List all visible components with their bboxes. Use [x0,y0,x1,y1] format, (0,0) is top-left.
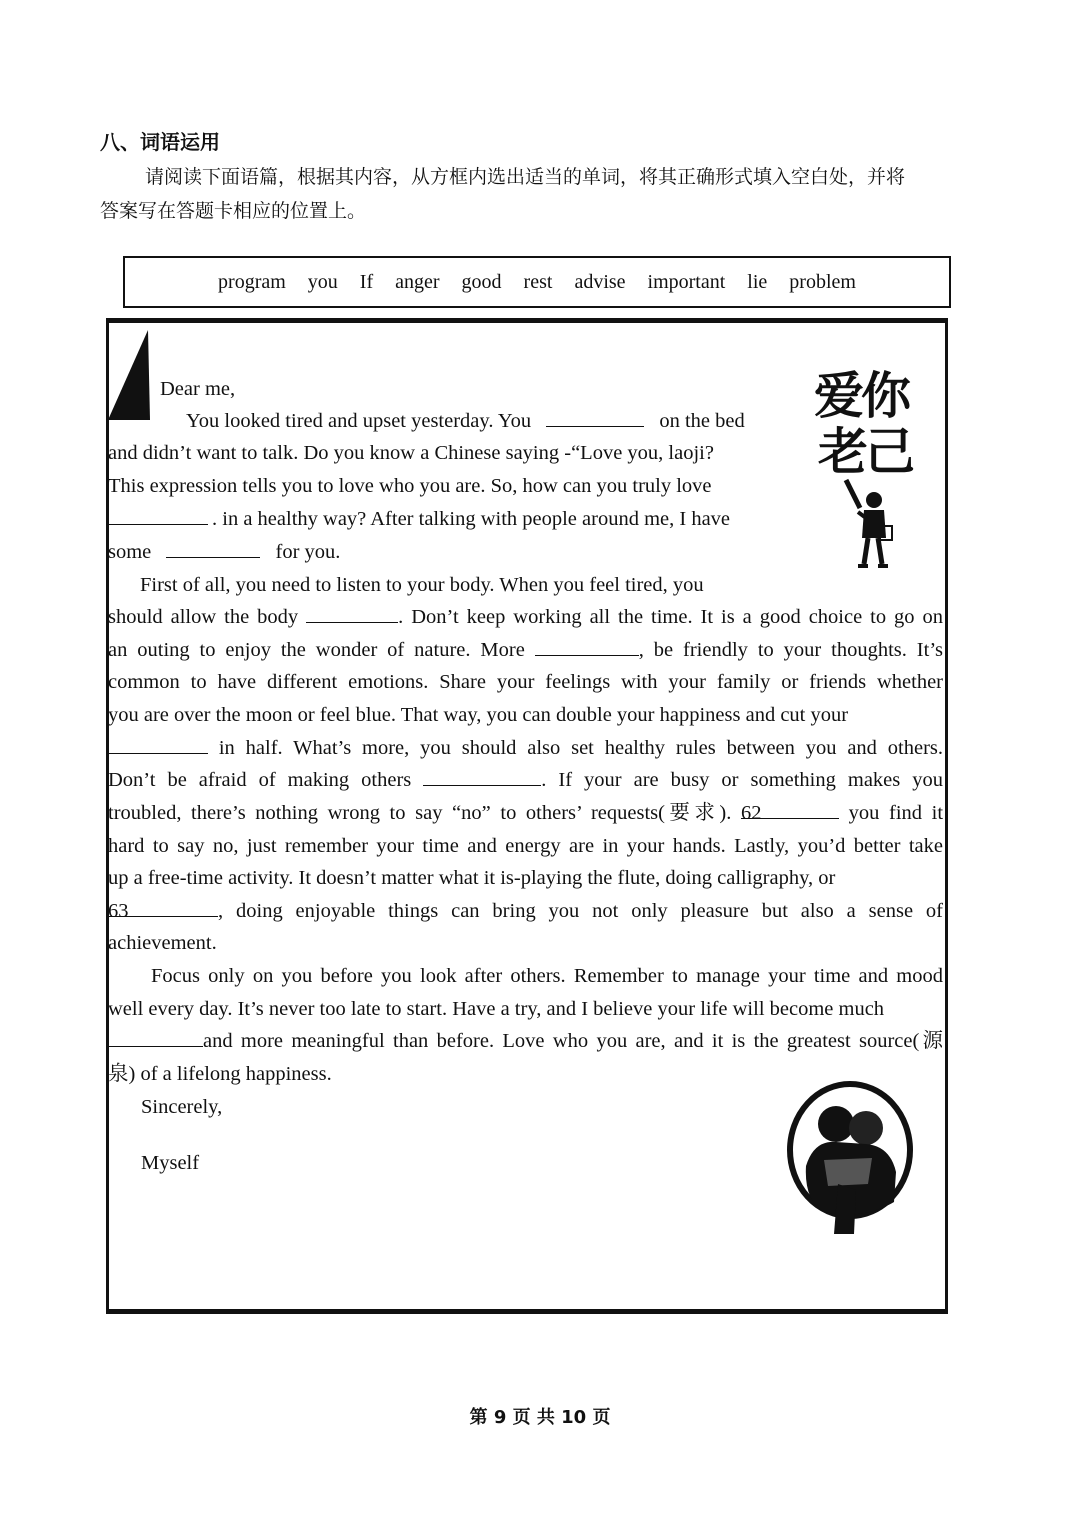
word-option: you [307,270,338,293]
letter-line: hard to say no, just remember your time and energy are in your hands. Lastly, you’d better take [108,835,943,857]
calligraphy-title: 爱你 老己 [814,367,912,481]
word-option: problem [789,270,856,293]
answer-blank[interactable] [535,637,639,656]
word-option: If [359,270,374,293]
letter-closing: Sincerely, [141,1096,223,1118]
answer-blank[interactable] [546,408,644,427]
word-option: program [218,270,286,293]
letter-line: First of all, you need to listen to your body. When you feel tired, you [140,574,704,596]
word-option: important [647,270,726,293]
answer-blank-63[interactable]: 63 [108,898,218,917]
instruction-line-1: 请阅读下面语篇，根据其内容，从方框内选出适当的单词，将其正确形式填入空白处，并将 [145,166,906,188]
page-footer: 第 9 页 共 10 页 [469,1407,611,1428]
triangle-decoration-icon [108,330,152,422]
word-option: anger [395,270,440,293]
word-option: lie [747,270,768,293]
letter-line: an outing to enjoy the wonder of nature. More , be friendly to your thoughts. It’s [108,639,943,661]
letter-line: and didn’t want to talk. Do you know a Chinese saying -“Love you, laoji? [108,442,714,464]
hug-illustration [784,1080,916,1236]
answer-blank[interactable] [108,735,208,754]
letter-line: 63 , doing enjoyable things can bring you not only pleasure but also a sense of [108,900,943,922]
answer-blank[interactable] [306,604,398,623]
word-option: advise [574,270,626,293]
painter-figure-illustration [840,478,900,570]
letter-line: You looked tired and upset yesterday. You on the bed [186,410,745,432]
letter-line: Don’t be afraid of making others . If your are busy or something makes you [108,769,943,791]
letter-line: should allow the body . Don’t keep working all the time. It is a good choice to go on [108,606,944,628]
word-box [123,256,951,308]
letter-line: Focus only on you before you look after others. Remember to manage your time and mood [151,965,943,987]
letter-line: troubled, there’s nothing wrong to say “no” to others’ requests(要求). 62 you find it [108,802,944,824]
instruction-line-2: 答案写在答题卡相应的位置上。 [100,200,367,222]
letter-line: some for you. [108,541,341,563]
word-option: good [461,270,502,293]
letter-line: well every day. It’s never too late to start. Have a try, and I believe your life will become much [108,998,885,1020]
letter-greeting: Dear me, [160,378,236,400]
letter-signature: Myself [141,1152,200,1174]
answer-blank[interactable] [108,506,208,525]
letter-line: and more meaningful than before. Love who you are, and it is the greatest source(源 [108,1028,943,1054]
answer-blank-62[interactable]: 62 [741,800,839,819]
answer-blank[interactable] [108,1028,203,1047]
letter-line: in half. What’s more, you should also set healthy rules between you and others. [108,735,943,761]
letter-line: you are over the moon or feel blue. That way, you can double your happiness and cut your [108,704,849,726]
answer-blank[interactable] [423,767,541,786]
answer-blank[interactable] [166,539,260,558]
letter-line: . in a healthy way? After talking with people around me, I have [108,506,730,532]
letter-line: up a free-time activity. It doesn’t matter what it is-playing the flute, doing calligraphy, or [108,867,836,889]
letter-line: 泉) of a lifelong happiness. [108,1063,332,1085]
letter-line: achievement. [108,932,217,954]
word-option: rest [523,270,553,293]
letter-line: common to have different emotions. Share your feelings with your family or friends whether [108,671,943,693]
letter-line: This expression tells you to love who you are. So, how can you truly love [108,475,712,497]
section-title: 八、词语运用 [100,130,220,154]
